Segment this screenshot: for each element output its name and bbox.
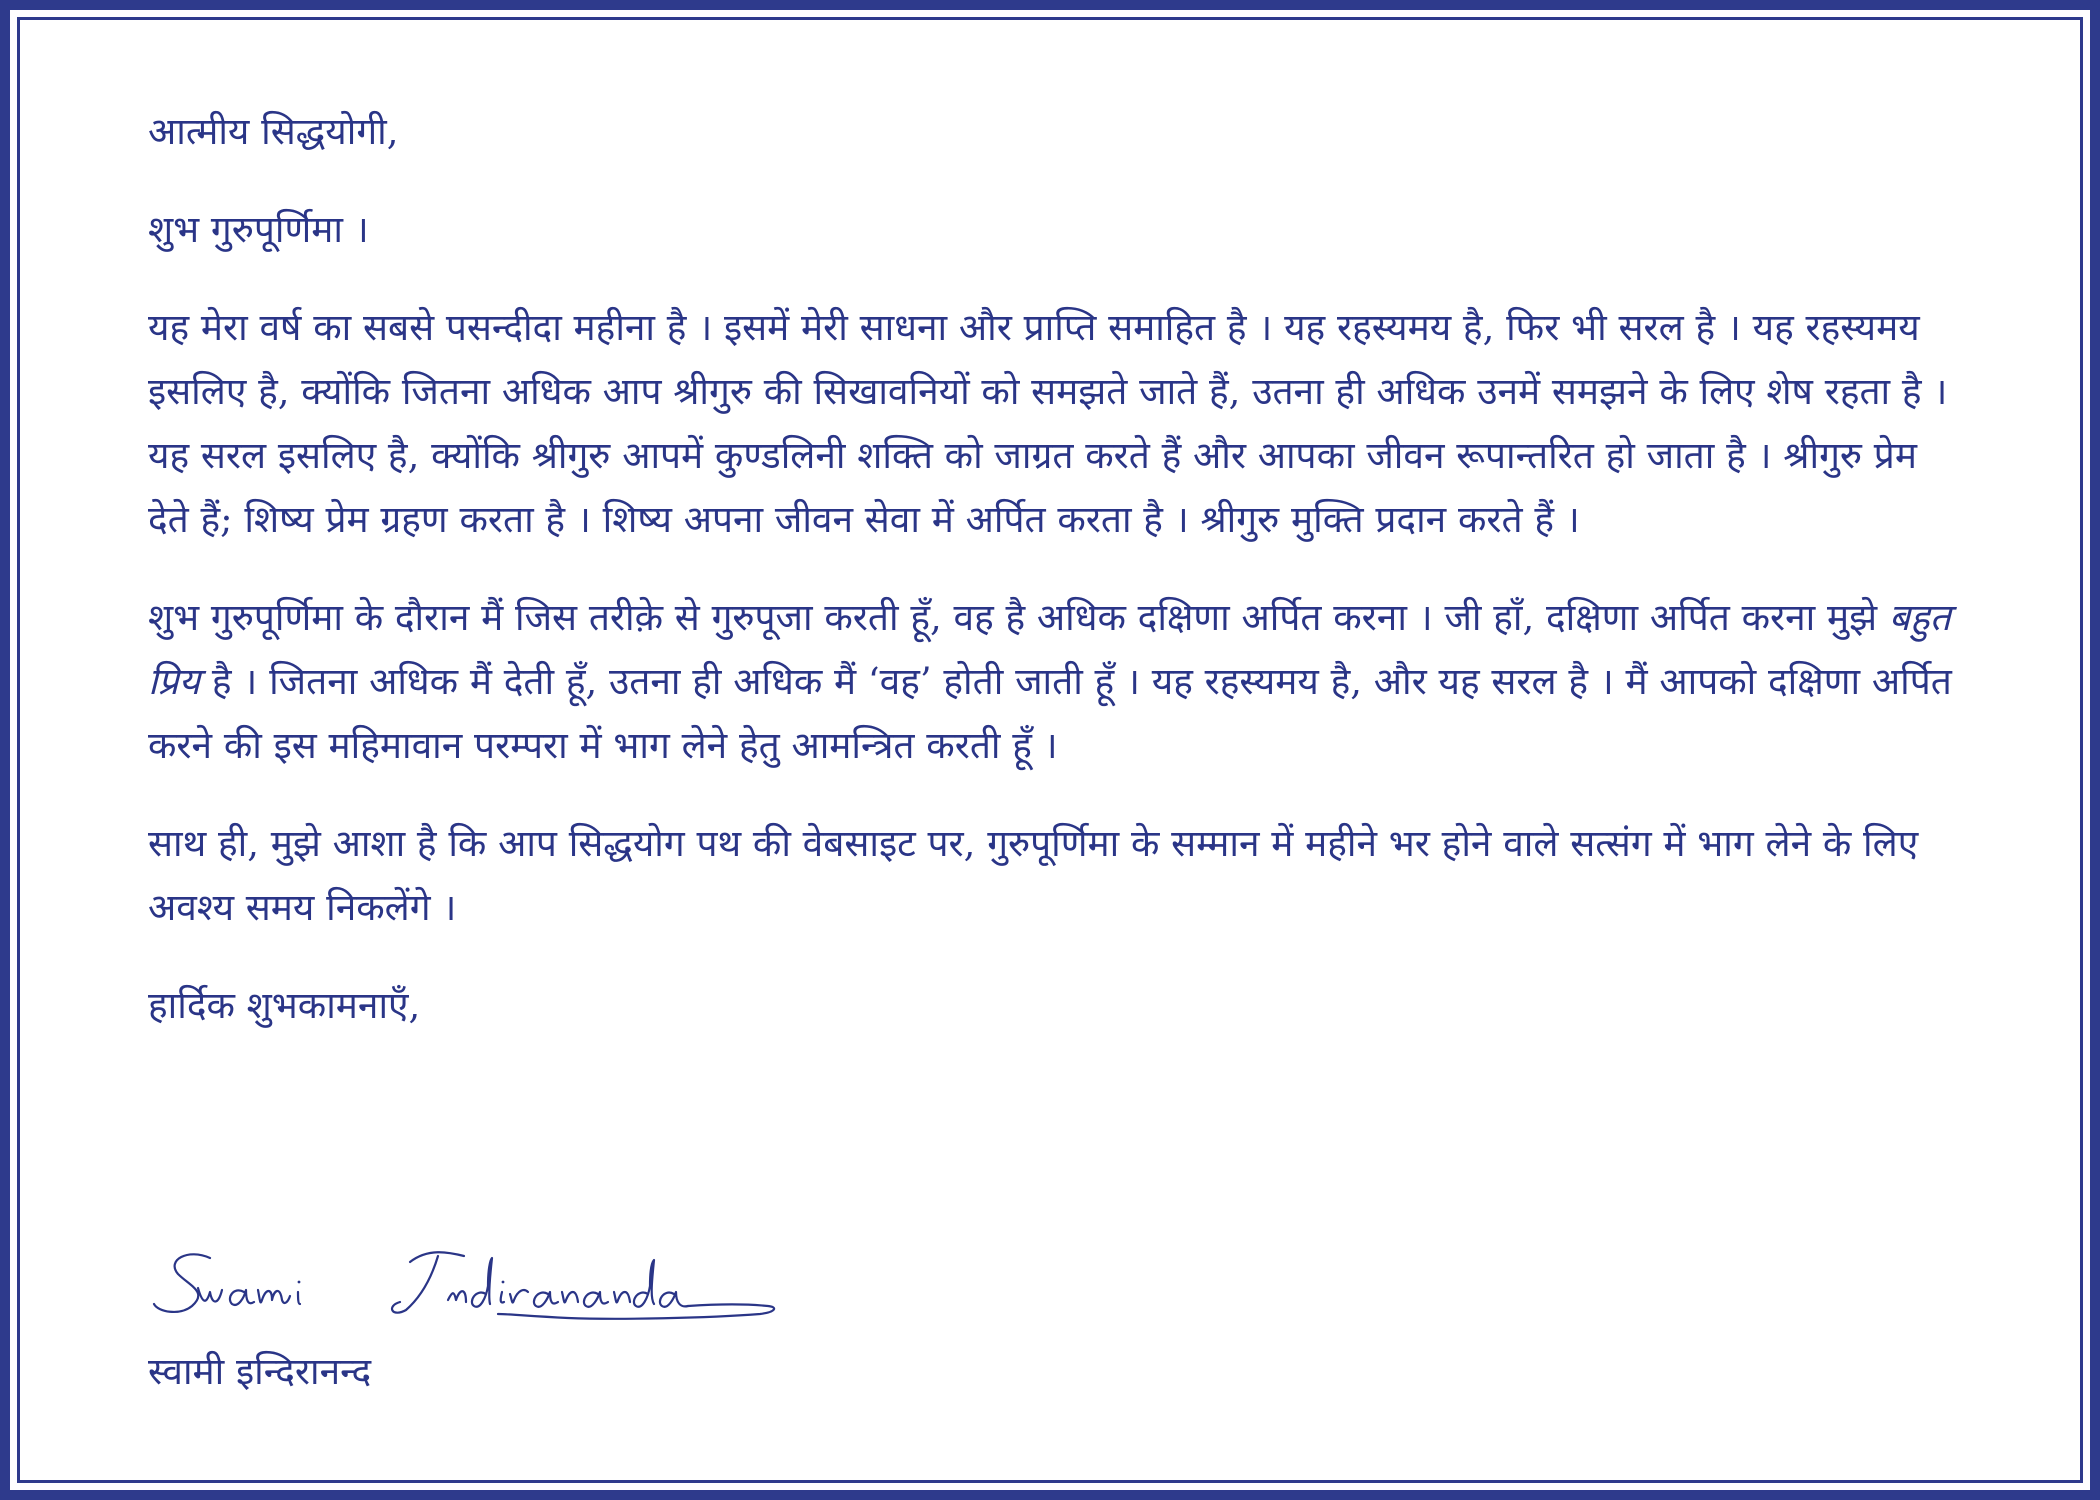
paragraph-2-text-a: शुभ गुरुपूर्णिमा के दौरान मैं जिस तरीक़े से गुरुपूजा करती हूँ, वह है अधिक दक्षिणा अर्पित करना । जी हाँ, दक्षिणा अर्पित करना मुझे (148, 596, 1878, 639)
paragraph-3: साथ ही, मुझे आशा है कि आप सिद्धयोग पथ की वेबसाइट पर, गुरुपूर्णिमा के सम्मान में महीने भर होने वाले सत्संग में भाग लेने के लिए अवश्य समय निकलेंगे । (148, 822, 1919, 929)
signer-name: स्वामी इन्दिरानन्द (148, 1350, 372, 1393)
salutation: आत्मीय सिद्धयोगी, (148, 110, 399, 153)
paragraph-2 (148, 586, 1968, 778)
paragraph-2-emphasis: बहुत प्रिय (148, 596, 1951, 703)
paragraph-2-text-b: है । जितना अधिक मैं देती हूँ, उतना ही अधिक मैं ‘वह’ होती जाती हूँ । यह रहस्यमय है, और यह सरल है । मैं आपको दक्षिणा अर्पित करने की इस महिमावान परम्परा में भाग लेने हेतु आमन्त्रित करती हूँ । (148, 660, 1952, 767)
handwritten-signature (148, 1240, 828, 1340)
signature-drawing (148, 1240, 828, 1340)
closing: हार्दिक शुभकामनाएँ, (148, 984, 421, 1027)
letter-body (148, 100, 1968, 1038)
paragraph-1: यह मेरा वर्ष का सबसे पसन्दीदा महीना है । इसमें मेरी साधना और प्राप्ति समाहित है । यह रहस्यमय है, फिर भी सरल है । यह रहस्यमय इसलिए है, क्योंकि जितना अधिक आप श्रीगुरु की सिखावनियों को समझते जाते हैं, उतना ही अधिक उनमें समझने के लिए शेष रहता है । यह सरल इसलिए है, क्योंकि श्रीगुरु आपमें कुण्डलिनी शक्ति को जाग्रत करते हैं और आपका जीवन रूपान्तरित हो जाता है । श्रीगुरु प्रेम देते हैं; शिष्य प्रेम ग्रहण करता है । शिष्य अपना जीवन सेवा में अर्पित करता है । श्रीगुरु मुक्ति प्रदान करते हैं । (148, 306, 1948, 541)
greeting: शुभ गुरुपूर्णिमा । (148, 208, 369, 251)
